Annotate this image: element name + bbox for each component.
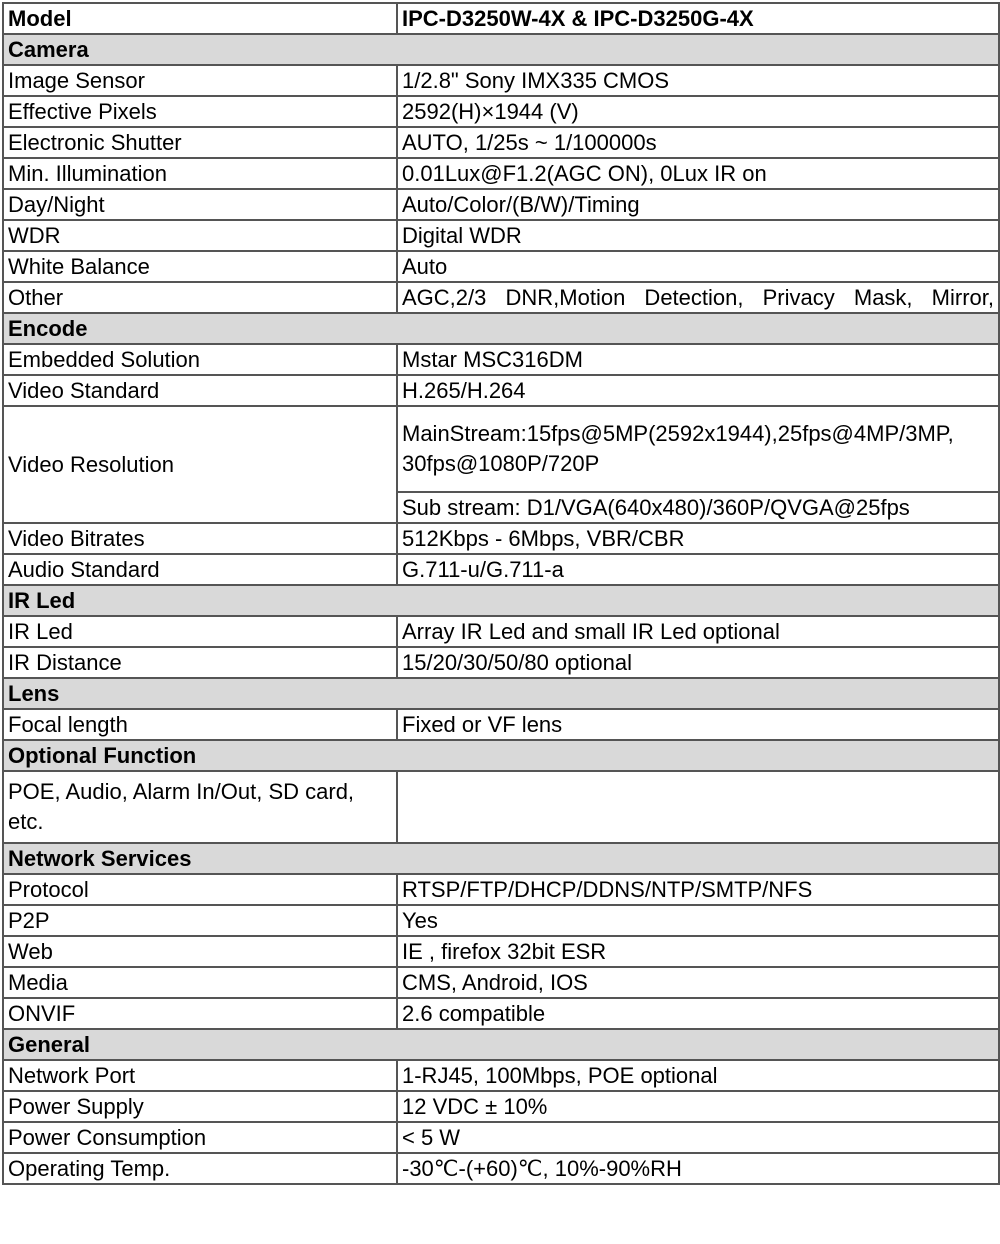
section-title: Lens <box>3 678 999 709</box>
table-row <box>3 709 999 740</box>
spec-label: Power Consumption <box>3 1122 397 1153</box>
spec-value: AGC,2/3 DNR,Motion Detection, Privacy Mask, Mirror, <box>397 282 999 313</box>
spec-value: 12 VDC ± 10% <box>397 1091 999 1122</box>
spec-label: IR Led <box>3 616 397 647</box>
section-header-network-services <box>3 843 999 874</box>
spec-value: G.711-u/G.711-a <box>397 554 999 585</box>
table-row <box>3 375 999 406</box>
table-row <box>3 1091 999 1122</box>
spec-value: H.265/H.264 <box>397 375 999 406</box>
table-row <box>3 189 999 220</box>
spec-label: ONVIF <box>3 998 397 1029</box>
spec-label: P2P <box>3 905 397 936</box>
section-title: IR Led <box>3 585 999 616</box>
spec-value: < 5 W <box>397 1122 999 1153</box>
table-row <box>3 523 999 554</box>
table-row <box>3 127 999 158</box>
table-row <box>3 251 999 282</box>
table-row <box>3 1122 999 1153</box>
section-header-encode <box>3 313 999 344</box>
spec-value: AUTO, 1/25s ~ 1/100000s <box>397 127 999 158</box>
spec-value: 15/20/30/50/80 optional <box>397 647 999 678</box>
table-row <box>3 1153 999 1184</box>
spec-value: Auto <box>397 251 999 282</box>
spec-label: White Balance <box>3 251 397 282</box>
table-row <box>3 96 999 127</box>
spec-value: Auto/Color/(B/W)/Timing <box>397 189 999 220</box>
table-row <box>3 344 999 375</box>
table-row <box>3 406 999 492</box>
table-row <box>3 158 999 189</box>
spec-value: 0.01Lux@F1.2(AGC ON), 0Lux IR on <box>397 158 999 189</box>
table-row <box>3 220 999 251</box>
spec-value: 1-RJ45, 100Mbps, POE optional <box>397 1060 999 1091</box>
spec-label: Media <box>3 967 397 998</box>
spec-label: Video Bitrates <box>3 523 397 554</box>
spec-label: Image Sensor <box>3 65 397 96</box>
table-row <box>3 1060 999 1091</box>
spec-label: Protocol <box>3 874 397 905</box>
table-row <box>3 647 999 678</box>
spec-value: 2.6 compatible <box>397 998 999 1029</box>
table-row <box>3 936 999 967</box>
spec-label: Network Port <box>3 1060 397 1091</box>
spec-value: Mstar MSC316DM <box>397 344 999 375</box>
spec-value: Digital WDR <box>397 220 999 251</box>
section-title: Encode <box>3 313 999 344</box>
section-header-general <box>3 1029 999 1060</box>
spec-value: 1/2.8" Sony IMX335 CMOS <box>397 65 999 96</box>
spec-label: Power Supply <box>3 1091 397 1122</box>
spec-value: CMS, Android, IOS <box>397 967 999 998</box>
spec-label: Focal length <box>3 709 397 740</box>
spec-value: 2592(H)×1944 (V) <box>397 96 999 127</box>
table-row <box>3 616 999 647</box>
spec-value: RTSP/FTP/DHCP/DDNS/NTP/SMTP/NFS <box>397 874 999 905</box>
model-label: Model <box>3 3 397 34</box>
section-header-camera <box>3 34 999 65</box>
spec-value: IE , firefox 32bit ESR <box>397 936 999 967</box>
section-title: General <box>3 1029 999 1060</box>
table-row <box>3 998 999 1029</box>
model-row <box>3 3 999 34</box>
resolution-main-stream: MainStream:15fps@5MP(2592x1944),25fps@4MP/3MP, 30fps@1080P/720P <box>397 406 999 492</box>
spec-label: Min. Illumination <box>3 158 397 189</box>
model-value: IPC-D3250W-4X & IPC-D3250G-4X <box>397 3 999 34</box>
spec-label: Audio Standard <box>3 554 397 585</box>
section-title: Network Services <box>3 843 999 874</box>
spec-value: 512Kbps - 6Mbps, VBR/CBR <box>397 523 999 554</box>
spec-label: Day/Night <box>3 189 397 220</box>
table-row <box>3 967 999 998</box>
section-header-optional-function <box>3 740 999 771</box>
empty-cell <box>397 771 999 843</box>
spec-table <box>2 2 1000 1185</box>
spec-label: Embedded Solution <box>3 344 397 375</box>
spec-label: Video Resolution <box>3 406 397 523</box>
table-row <box>3 905 999 936</box>
section-header-ir-led <box>3 585 999 616</box>
spec-label: Other <box>3 282 397 313</box>
spec-value: Fixed or VF lens <box>397 709 999 740</box>
section-title: Camera <box>3 34 999 65</box>
table-row <box>3 874 999 905</box>
spec-label: Video Standard <box>3 375 397 406</box>
table-row <box>3 65 999 96</box>
table-row <box>3 771 999 843</box>
spec-value: -30℃-(+60)℃, 10%-90%RH <box>397 1153 999 1184</box>
spec-value: Yes <box>397 905 999 936</box>
spec-value: Array IR Led and small IR Led optional <box>397 616 999 647</box>
spec-label: IR Distance <box>3 647 397 678</box>
section-title: Optional Function <box>3 740 999 771</box>
spec-label: Web <box>3 936 397 967</box>
table-row <box>3 282 999 313</box>
spec-label: WDR <box>3 220 397 251</box>
optional-function-text: POE, Audio, Alarm In/Out, SD card, etc. <box>3 771 397 843</box>
spec-label: Effective Pixels <box>3 96 397 127</box>
spec-label: Electronic Shutter <box>3 127 397 158</box>
section-header-lens <box>3 678 999 709</box>
resolution-sub-stream: Sub stream: D1/VGA(640x480)/360P/QVGA@25fps <box>397 492 999 523</box>
table-row <box>3 554 999 585</box>
spec-label: Operating Temp. <box>3 1153 397 1184</box>
